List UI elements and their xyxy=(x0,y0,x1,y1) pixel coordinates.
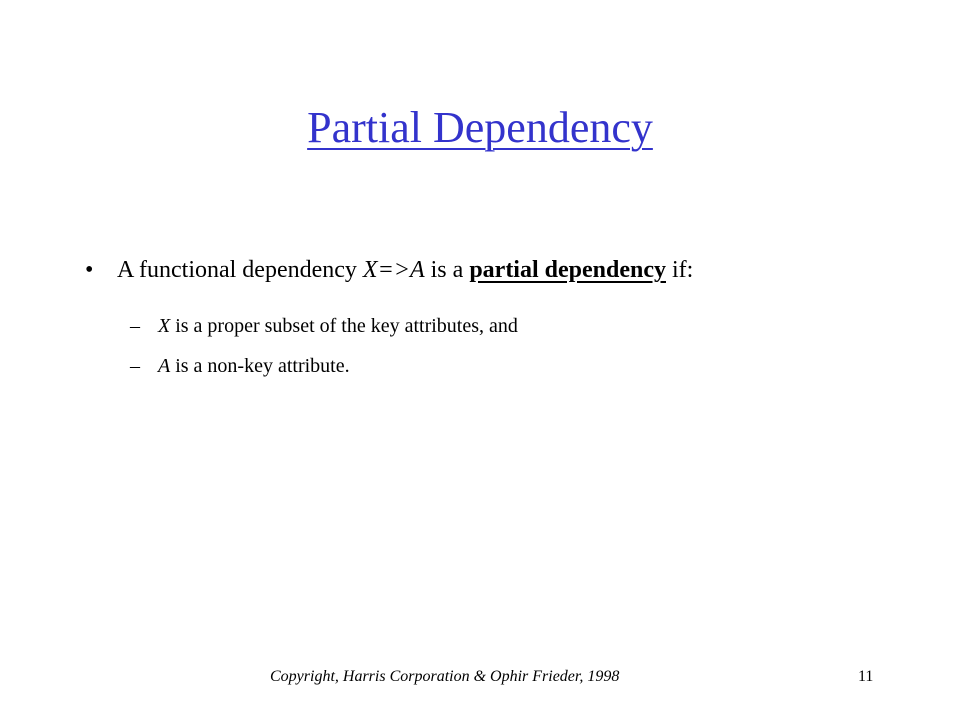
page-number: 11 xyxy=(858,668,874,685)
sub-item xyxy=(130,312,518,340)
bullet-text-b: is a xyxy=(424,257,470,283)
bullet-text-a: A functional dependency xyxy=(117,257,363,283)
slide-title: Partial Dependency xyxy=(307,103,653,152)
bullet-item xyxy=(85,254,693,286)
defined-term: partial dependency xyxy=(469,257,666,283)
sub-marker: – xyxy=(130,355,140,377)
sub-marker: – xyxy=(130,315,140,337)
fd-expression: X=>A xyxy=(362,257,425,283)
bullet-marker: • xyxy=(85,257,94,283)
sub-item xyxy=(130,352,350,380)
sub-variable: X xyxy=(158,315,171,337)
bullet-text-c: if: xyxy=(666,257,694,283)
copyright-footer: Copyright, Harris Corporation & Ophir Frieder, 1998 xyxy=(270,668,620,685)
sub-variable: A xyxy=(158,355,171,377)
sub-text: is a non-key attribute. xyxy=(170,355,350,377)
sub-text: is a proper subset of the key attributes, and xyxy=(170,315,518,337)
